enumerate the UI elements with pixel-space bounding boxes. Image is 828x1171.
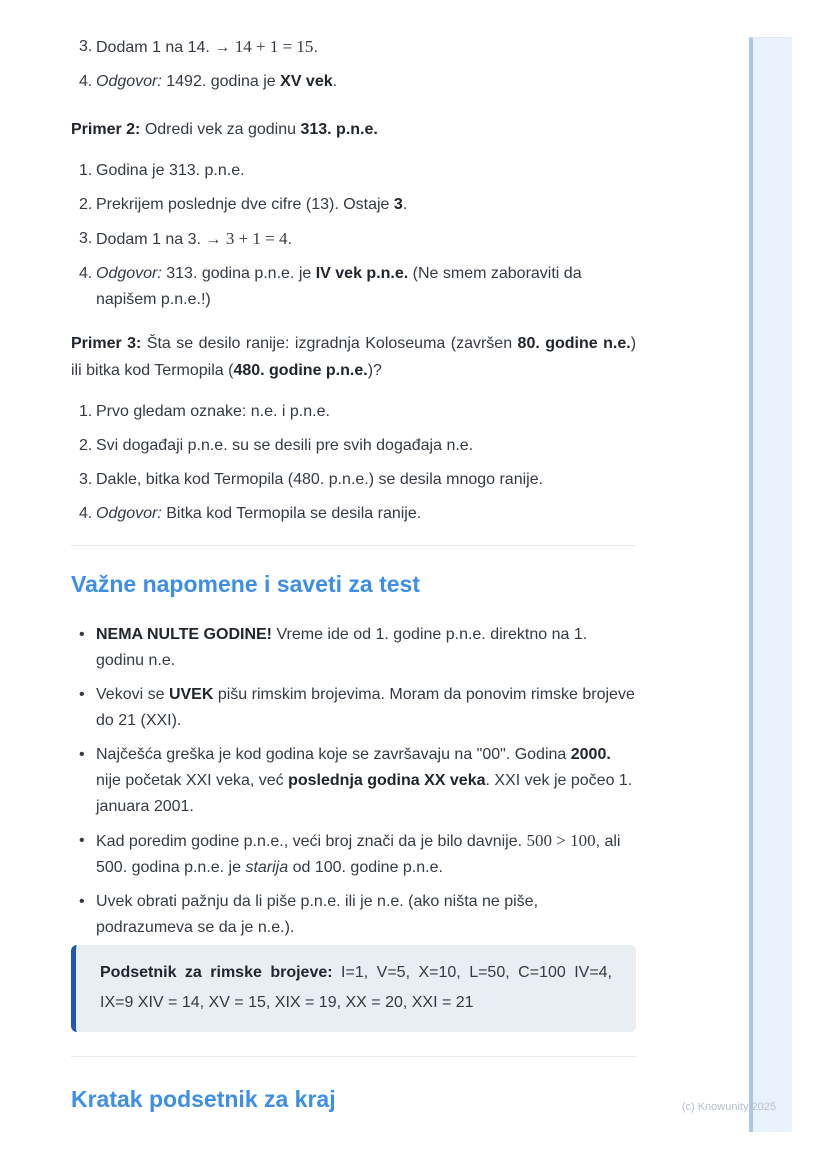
list-item bbox=[71, 622, 636, 674]
list-item-text: Dodam 1 na 14. → 14 + 1 = 15. bbox=[96, 37, 318, 56]
list-item bbox=[71, 69, 636, 95]
list-item-text: NEMA NULTE GODINE! Vreme ide od 1. godine p.n.e. direktno na 1. godinu n.e. bbox=[96, 626, 588, 669]
list-item bbox=[71, 828, 636, 881]
copyright-note: (c) Knowunity 2025 bbox=[681, 1101, 776, 1113]
list-marker: 3. bbox=[79, 471, 93, 488]
list-item-text: Prekrijem poslednje dve cifre (13). Ostaje 3. bbox=[96, 196, 408, 213]
section-divider bbox=[71, 1056, 636, 1057]
list-item bbox=[71, 467, 636, 493]
bullet-marker: • bbox=[79, 893, 85, 910]
list-item bbox=[71, 158, 636, 184]
list-item-text: Odgovor: Bitka kod Termopila se desila ranije. bbox=[96, 505, 422, 522]
callout-text: Podsetnik za rimske brojeve: I=1, V=5, X=10, L=50, C=100 IV=4, IX=9 XIV = 14, XV = 15, XIX = 19, XX = 20, XXI = 21 bbox=[100, 964, 613, 1011]
list-item bbox=[71, 889, 636, 941]
list-item-text: Dakle, bitka kod Termopila (480. p.n.e.) se desila mnogo ranije. bbox=[96, 471, 544, 488]
example3-steps-list bbox=[71, 399, 636, 527]
list-item bbox=[71, 226, 636, 253]
primer2-heading: Primer 2: Odredi vek za godinu 313. p.n.e. bbox=[71, 121, 378, 138]
page-scroll-strip[interactable] bbox=[749, 37, 792, 1132]
list-item-text: Kad poredim godine p.n.e., veći broj znači da je bilo davnije. 500 > 100, ali 500. godina p.n.e. je starija od 100. godine p.n.e. bbox=[96, 831, 621, 876]
roman-numerals-callout bbox=[71, 945, 636, 1032]
list-item bbox=[71, 192, 636, 218]
list-marker: 2. bbox=[79, 196, 93, 213]
list-marker: 1. bbox=[79, 162, 93, 179]
example1-steps-list bbox=[71, 34, 636, 95]
section-divider bbox=[71, 545, 636, 546]
list-marker: 4. bbox=[79, 505, 93, 522]
list-item-text: Uvek obrati pažnju da li piše p.n.e. ili je n.e. (ako ništa ne piše, podrazumeva se da je n.e.). bbox=[96, 893, 539, 936]
list-marker: 1. bbox=[79, 403, 93, 420]
bullet-marker: • bbox=[79, 832, 85, 849]
list-item bbox=[71, 501, 636, 527]
list-marker: 4. bbox=[79, 73, 93, 90]
bullet-marker: • bbox=[79, 626, 85, 643]
list-item-text: Svi događaji p.n.e. su se desili pre svih događaja n.e. bbox=[96, 437, 474, 454]
list-item bbox=[71, 261, 636, 313]
list-item-text: Odgovor: 313. godina p.n.e. je IV vek p.n.e. (Ne smem zaboraviti da napišem p.n.e.!) bbox=[96, 265, 582, 308]
list-item-text: Najčešća greška je kod godina koje se završavaju na "00". Godina 2000. nije početak XXI veka, već poslednja godina XX veka. XXI vek je počeo 1. januara 2001. bbox=[96, 746, 633, 815]
list-marker: 3. bbox=[79, 38, 93, 55]
primer3-paragraph: Primer 3: Šta se desilo ranije: izgradnja Koloseuma (završen 80. godine n.e.) ili bitka kod Termopila (480. godine p.n.e.)? bbox=[71, 335, 637, 379]
notes-section-heading: Važne napomene i saveti za test bbox=[71, 571, 420, 597]
list-item-text: Godina je 313. p.n.e. bbox=[96, 162, 245, 179]
example2-steps-list bbox=[71, 158, 636, 313]
bullet-marker: • bbox=[79, 686, 85, 703]
list-marker: 3. bbox=[79, 230, 93, 247]
list-item bbox=[71, 742, 636, 820]
list-item bbox=[71, 682, 636, 734]
final-section-heading: Kratak podsetnik za kraj bbox=[71, 1086, 336, 1112]
list-marker: 4. bbox=[79, 265, 93, 282]
notes-bullet-list bbox=[71, 622, 636, 941]
list-item-text: Vekovi se UVEK pišu rimskim brojevima. Moram da ponovim rimske brojeve do 21 (XXI). bbox=[96, 686, 635, 729]
list-item bbox=[71, 433, 636, 459]
list-item-text: Odgovor: 1492. godina je XV vek. bbox=[96, 73, 338, 90]
bullet-marker: • bbox=[79, 746, 85, 763]
list-item-text: Dodam 1 na 3. → 3 + 1 = 4. bbox=[96, 229, 292, 248]
list-item-text: Prvo gledam oznake: n.e. i p.n.e. bbox=[96, 403, 330, 420]
list-item bbox=[71, 399, 636, 425]
list-item bbox=[71, 34, 636, 61]
list-marker: 2. bbox=[79, 437, 93, 454]
